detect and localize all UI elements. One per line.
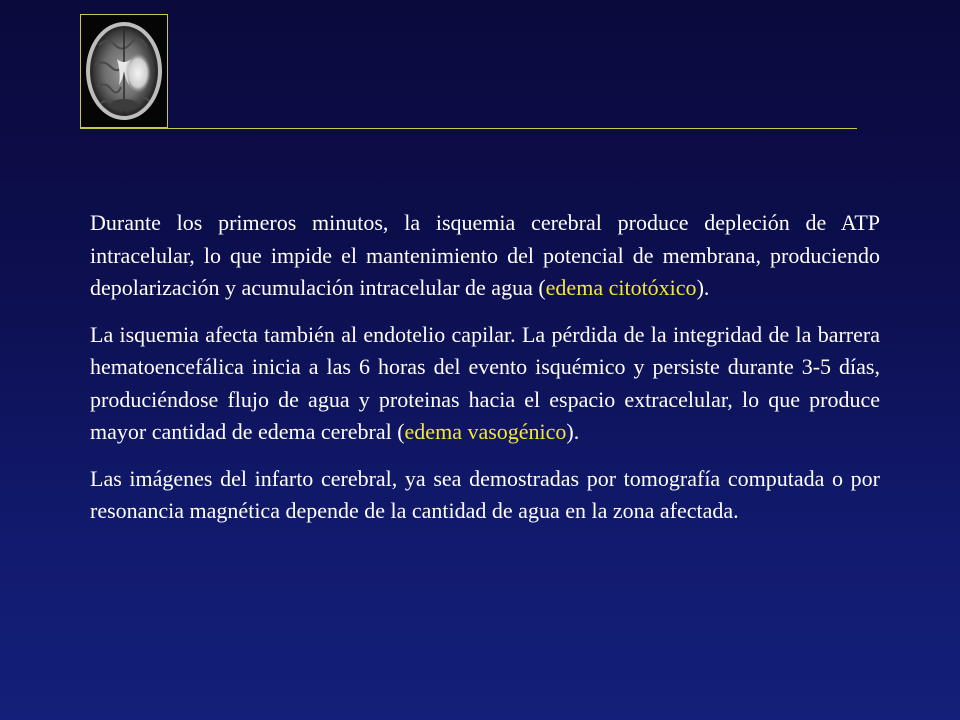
paragraph-text-end: ). (566, 419, 580, 444)
paragraph-cytotoxic-edema (90, 207, 880, 305)
brain-mri-scan-icon (80, 14, 168, 128)
body-text (90, 207, 880, 542)
paragraph-vasogenic-edema (90, 319, 880, 449)
highlight-term-edema-vasogenico: edema vasogénico (404, 419, 567, 444)
title-underline-divider (80, 128, 857, 129)
paragraph-imaging (90, 463, 880, 528)
paragraph-text: Durante los primeros minutos, la isquemia cerebral produce depleción de ATP intracelular, lo que impide el mantenimiento del potencial de membrana, produciendo depolarización y acumulación intracelular de agua ( (90, 210, 880, 300)
paragraph-text: Las imágenes del infarto cerebral, ya sea demostradas por tomografía computada o por resonancia magnética depende de la cantidad de agua en la zona afectada. (90, 465, 880, 523)
paragraph-text: La isquemia afecta también al endotelio capilar. La pérdida de la integridad de la barrera hematoencefálica inicia a las 6 horas del evento isquémico y persiste durante 3-5 días, produciéndose flujo de agua y proteinas hacia el espacio extracelular, lo que produce mayor cantidad de edema cerebral ( (90, 321, 880, 444)
highlight-term-edema-citotoxico: edema citotóxico (545, 275, 697, 300)
paragraph-text-end: ). (696, 275, 710, 300)
